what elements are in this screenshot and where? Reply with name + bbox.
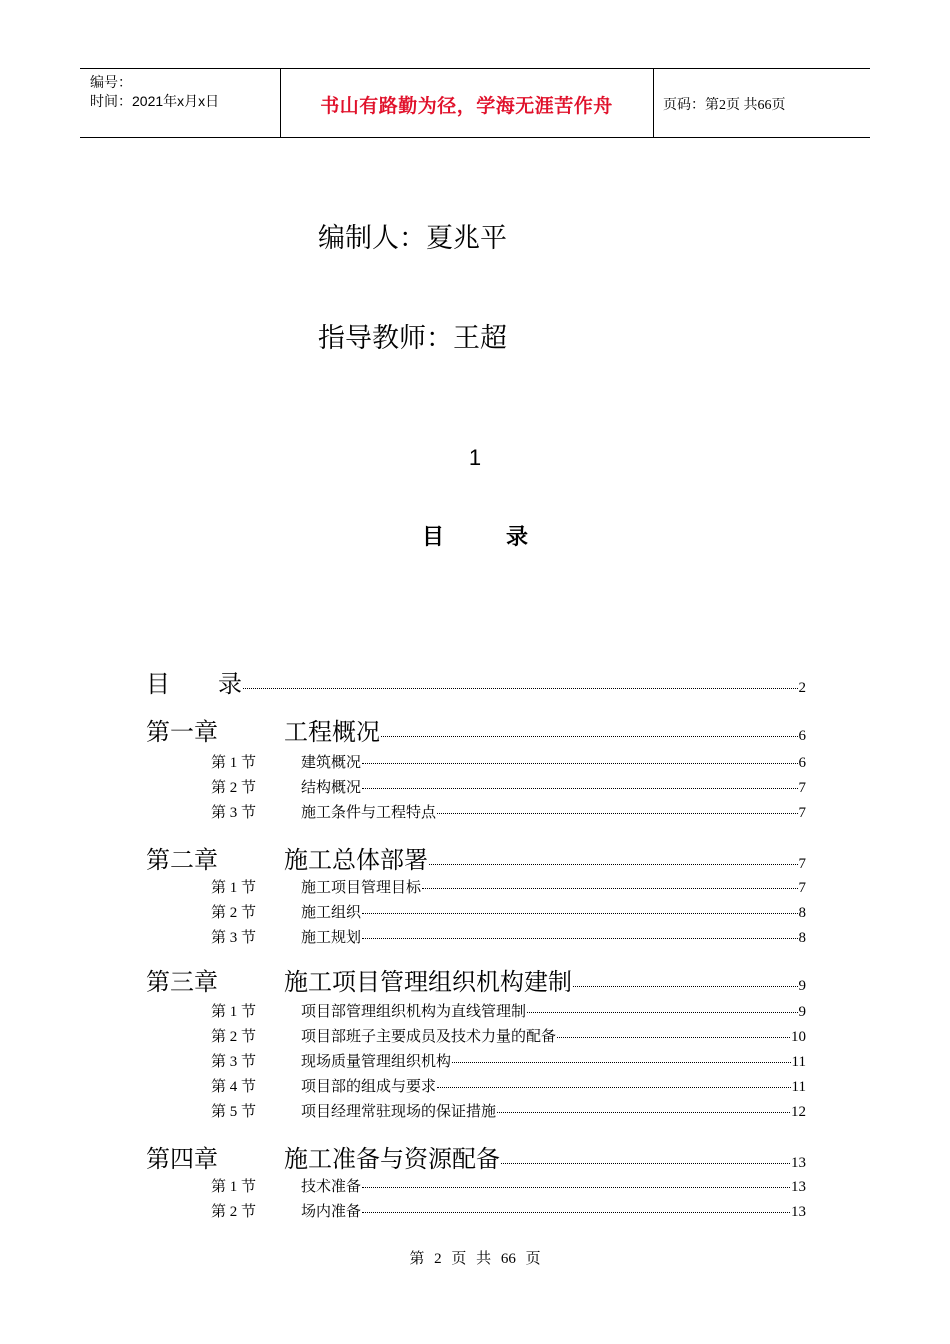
- toc-entry-label: 第 2 节: [211, 1204, 257, 1220]
- toc-entry-label: 第 4 节: [211, 1079, 257, 1095]
- toc-section-entry[interactable]: [211, 751, 806, 772]
- toc-entry-title: 施工项目管理组织机构建制: [284, 970, 572, 996]
- toc-section-entry[interactable]: [211, 1075, 806, 1096]
- toc-dot-leader: [437, 813, 797, 814]
- document-number-label: 编号：: [90, 74, 132, 90]
- toc-dot-leader: [362, 763, 797, 764]
- header-info-cell: [80, 69, 281, 137]
- toc-dot-leader: [362, 1187, 790, 1188]
- header-page-label: 页码：第2页 共66页: [663, 98, 786, 113]
- toc-entry-title: 现场质量管理组织机构: [301, 1054, 452, 1070]
- toc-entry-title: 施工项目管理目标: [301, 880, 422, 896]
- toc-dot-leader: [362, 1212, 790, 1213]
- toc-entry-label: 第 3 节: [211, 930, 257, 946]
- toc-entry-title: 项目部班子主要成员及技术力量的配备: [301, 1029, 557, 1045]
- toc-entry-label: 第 1 节: [211, 1004, 257, 1020]
- header-page-cell: [653, 69, 870, 137]
- toc-entry-page-number: 11: [791, 1054, 806, 1070]
- toc-entry-page-number: 6: [798, 755, 806, 771]
- toc-dot-leader: [497, 1112, 790, 1113]
- toc-entry-title: 技术准备: [301, 1179, 362, 1195]
- toc-section-entry[interactable]: [211, 876, 806, 897]
- toc-section-entry[interactable]: [211, 1050, 806, 1071]
- toc-dot-leader: [501, 1163, 790, 1164]
- toc-entry-label: 第 3 节: [211, 1054, 257, 1070]
- toc-entry-page-number: 9: [798, 1004, 806, 1020]
- toc-entry-page-number: 8: [798, 905, 806, 921]
- toc-entry-label: 第四章: [146, 1147, 218, 1173]
- toc-entry-title: 施工准备与资源配备: [284, 1147, 500, 1173]
- cover-page-number: 1: [468, 445, 482, 470]
- toc-chapter-entry[interactable]: [146, 664, 806, 699]
- toc-dot-leader: [381, 736, 798, 737]
- page-header: [80, 68, 870, 138]
- toc-entry-page-number: 10: [791, 1029, 806, 1045]
- toc-entry-label: 目 录: [146, 672, 242, 698]
- advisor-line: 指导教师：王超: [318, 323, 507, 354]
- toc-section-entry[interactable]: [211, 901, 806, 922]
- toc-entry-label: 第 2 节: [211, 905, 257, 921]
- toc-entry-label: 第 1 节: [211, 1179, 257, 1195]
- toc-chapter-entry[interactable]: [146, 962, 806, 997]
- toc-entry-title: 项目部管理组织机构为直线管理制: [301, 1004, 527, 1020]
- toc-entry-page-number: 11: [791, 1079, 806, 1095]
- toc-entry-title: 项目部的组成与要求: [301, 1079, 437, 1095]
- toc-dot-leader: [527, 1012, 797, 1013]
- toc-entry-label: 第 1 节: [211, 755, 257, 771]
- toc-entry-title: 施工规划: [301, 930, 362, 946]
- toc-chapter-entry[interactable]: [146, 1139, 806, 1174]
- toc-dot-leader: [557, 1037, 790, 1038]
- toc-entry-page-number: 13: [791, 1204, 806, 1220]
- toc-entry-label: 第 2 节: [211, 1029, 257, 1045]
- toc-entry-page-number: 9: [798, 978, 806, 994]
- toc-section-entry[interactable]: [211, 1000, 806, 1021]
- toc-entry-label: 第二章: [146, 848, 218, 874]
- toc-section-entry[interactable]: [211, 1100, 806, 1121]
- toc-section-entry[interactable]: [211, 801, 806, 822]
- header-motto: 书山有路勤为径，学海无涯苦作舟: [320, 95, 613, 117]
- toc-chapter-entry[interactable]: [146, 840, 806, 875]
- toc-entry-title: 施工总体部署: [284, 848, 428, 874]
- document-date-label: 时间：2021年x月x日: [90, 93, 220, 109]
- toc-dot-leader: [429, 864, 798, 865]
- toc-entry-page-number: 7: [798, 880, 806, 896]
- toc-dot-leader: [362, 788, 797, 789]
- toc-entry-title: 施工条件与工程特点: [301, 805, 437, 821]
- toc-entry-page-number: 7: [798, 780, 806, 796]
- toc-entry-page-number: 6: [798, 728, 806, 744]
- toc-entry-title: 施工组织: [301, 905, 362, 921]
- compiler-line: 编制人：夏兆平: [318, 223, 507, 254]
- toc-entry-page-number: 2: [798, 680, 806, 696]
- toc-section-entry[interactable]: [211, 1175, 806, 1196]
- toc-entry-label: 第 5 节: [211, 1104, 257, 1120]
- toc-entry-title: 项目经理常驻现场的保证措施: [301, 1104, 497, 1120]
- toc-dot-leader: [452, 1062, 791, 1063]
- toc-entry-label: 第三章: [146, 970, 218, 996]
- page-footer: 第 2 页 共 66 页: [409, 1251, 541, 1267]
- toc-entry-label: 第一章: [146, 720, 218, 746]
- toc-section-entry[interactable]: [211, 776, 806, 797]
- toc-entry-label: 第 3 节: [211, 805, 257, 821]
- toc-entry-page-number: 13: [791, 1179, 806, 1195]
- toc-entry-title: 场内准备: [301, 1204, 362, 1220]
- toc-heading: 目录: [421, 525, 590, 550]
- toc-dot-leader: [437, 1087, 791, 1088]
- toc-section-entry[interactable]: [211, 1200, 806, 1221]
- toc-entry-label: 第 1 节: [211, 880, 257, 896]
- toc-dot-leader: [422, 888, 797, 889]
- toc-dot-leader: [362, 938, 797, 939]
- toc-section-entry[interactable]: [211, 1025, 806, 1046]
- toc-dot-leader: [573, 986, 798, 987]
- toc-entry-page-number: 13: [791, 1155, 806, 1171]
- toc-chapter-entry[interactable]: [146, 712, 806, 747]
- toc-entry-title: 结构概况: [301, 780, 362, 796]
- toc-entry-page-number: 8: [798, 930, 806, 946]
- header-motto-cell: [280, 69, 654, 137]
- toc-dot-leader: [243, 688, 798, 689]
- toc-entry-title: 建筑概况: [301, 755, 362, 771]
- toc-section-entry[interactable]: [211, 926, 806, 947]
- toc-entry-label: 第 2 节: [211, 780, 257, 796]
- toc-entry-page-number: 7: [798, 856, 806, 872]
- toc-entry-page-number: 7: [798, 805, 806, 821]
- toc-dot-leader: [362, 913, 797, 914]
- toc-entry-title: 工程概况: [284, 720, 380, 746]
- toc-entry-page-number: 12: [791, 1104, 806, 1120]
